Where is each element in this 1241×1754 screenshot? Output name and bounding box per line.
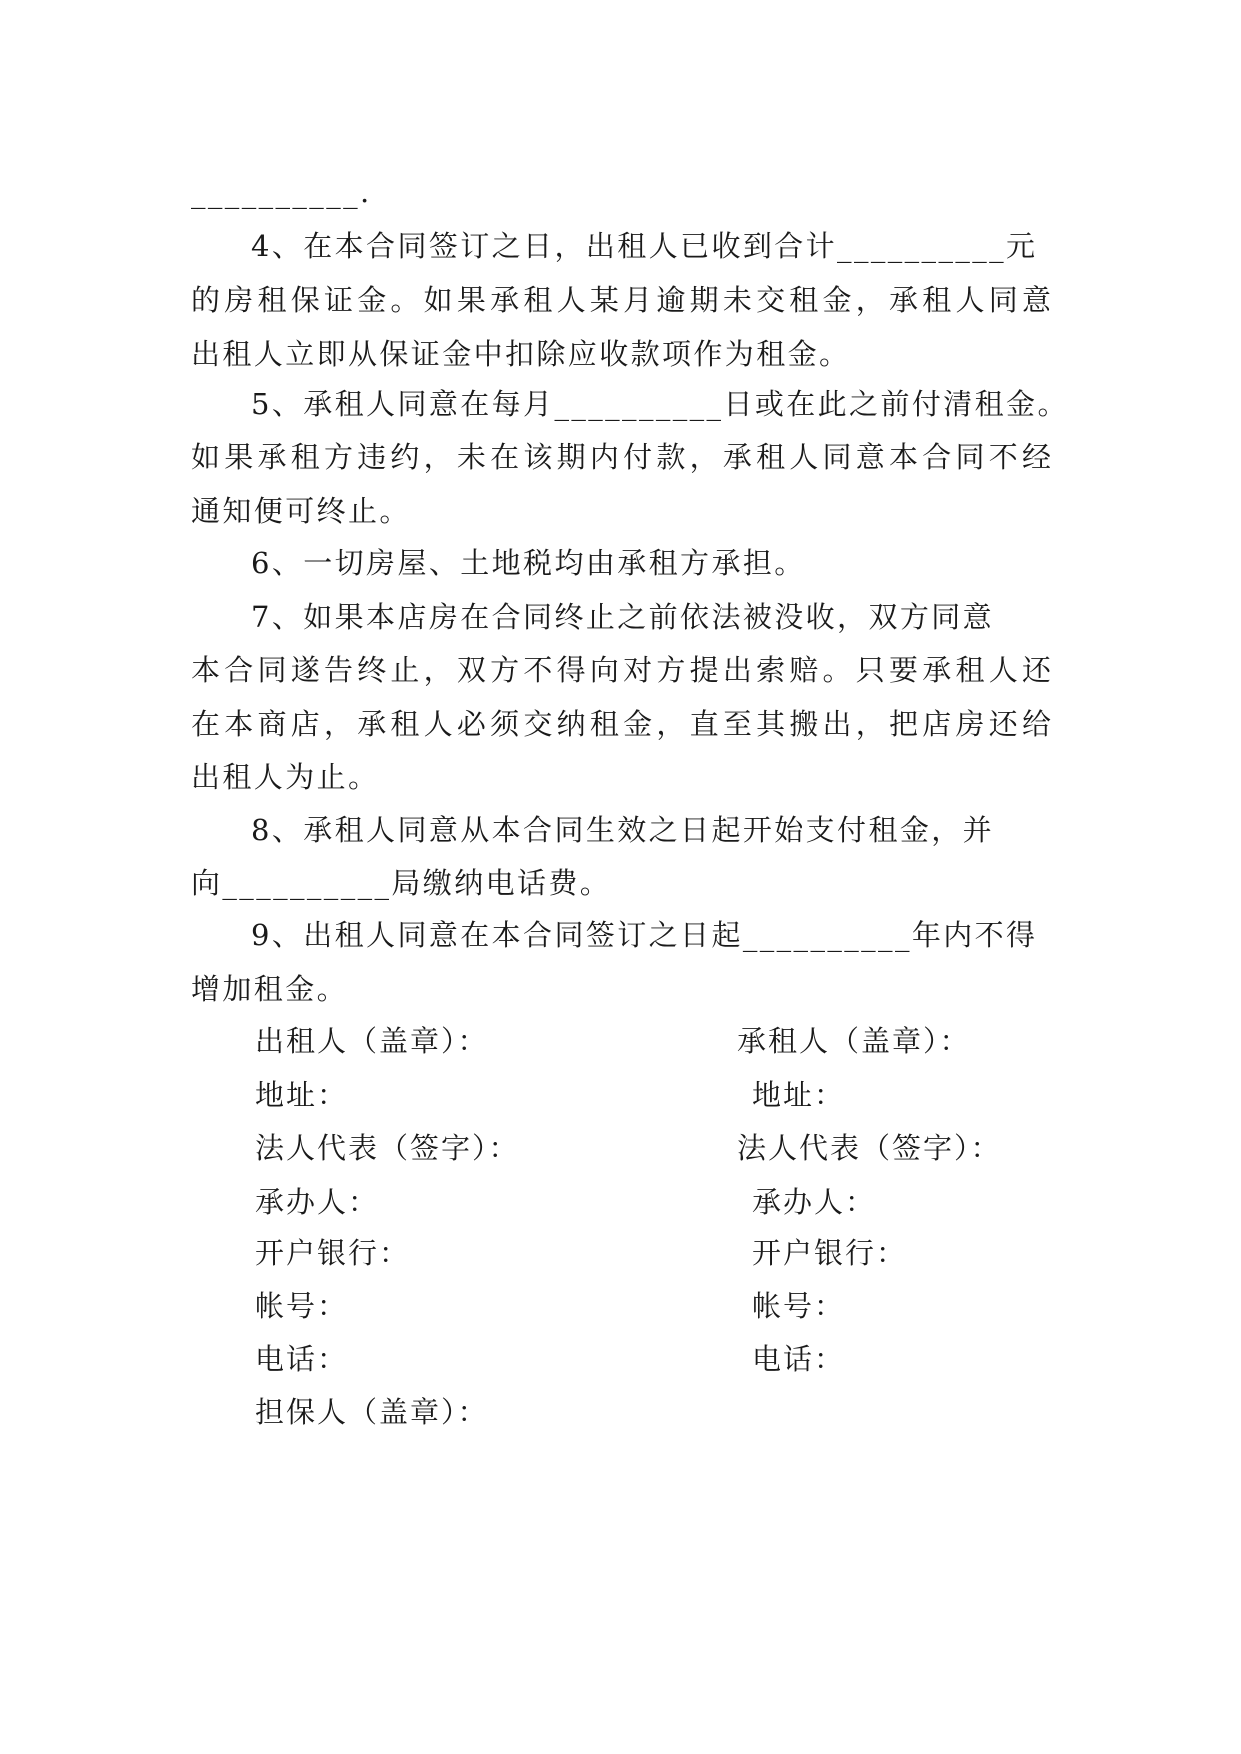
lessor-seal-label: 出租人（盖章）： [255, 1024, 489, 1058]
clause-4-line-2: 的房租保证金。如果承租人某月逾期未交租金，承租人同意 [191, 283, 1051, 317]
lessee-seal-label: 承租人（盖章）： [737, 1024, 971, 1058]
guarantor-seal-label: 担保人（盖章）： [255, 1395, 489, 1429]
lessor-account-label: 帐号： [255, 1289, 349, 1323]
lessee-legal-rep-label: 法人代表（签字）： [737, 1131, 1002, 1165]
lessor-phone-label: 电话： [255, 1342, 349, 1376]
clause-5-line-2: 如果承租方违约，未在该期内付款，承租人同意本合同不经 [191, 440, 1051, 474]
lessor-address-label: 地址： [255, 1078, 349, 1112]
clause-7-line-3: 在本商店，承租人必须交纳租金，直至其搬出，把店房还给 [191, 707, 1051, 741]
clause-9-line-2: 增加租金。 [191, 972, 349, 1006]
lessor-handler-label: 承办人： [255, 1185, 380, 1219]
lessor-bank-label: 开户银行： [255, 1236, 411, 1270]
clause-7-line-1: 7、如果本店房在合同终止之前依法被没收，双方同意 [251, 600, 995, 634]
clause-4-line-1: 4、在本合同签订之日，出租人已收到合计__________元 [251, 229, 1038, 263]
lessor-legal-rep-label: 法人代表（签字）： [255, 1131, 520, 1165]
clause-7-line-4: 出租人为止。 [191, 760, 380, 794]
clause-8-line-1: 8、承租人同意从本合同生效之日起开始支付租金，并 [251, 813, 995, 847]
lessee-bank-label: 开户银行： [752, 1236, 908, 1270]
clause-4-line-3: 出租人立即从保证金中扣除应收款项作为租金。 [191, 337, 851, 371]
clause-3-tail: __________. [191, 175, 372, 209]
lessee-handler-label: 承办人： [752, 1185, 877, 1219]
clause-8-line-2: 向__________局缴纳电话费。 [191, 866, 612, 900]
clause-5-line-1: 5、承租人同意在每月__________日或在此之前付清租金。 [251, 387, 1069, 421]
lessee-phone-label: 电话： [752, 1342, 846, 1376]
clause-6-line-1: 6、一切房屋、土地税均由承租方承担。 [251, 546, 806, 580]
clause-5-line-3: 通知便可终止。 [191, 494, 411, 528]
clause-9-line-1: 9、出租人同意在本合同签订之日起__________年内不得 [251, 918, 1038, 952]
lessee-address-label: 地址： [752, 1078, 846, 1112]
lessee-account-label: 帐号： [752, 1289, 846, 1323]
clause-7-line-2: 本合同遂告终止，双方不得向对方提出索赔。只要承租人还 [191, 653, 1051, 687]
